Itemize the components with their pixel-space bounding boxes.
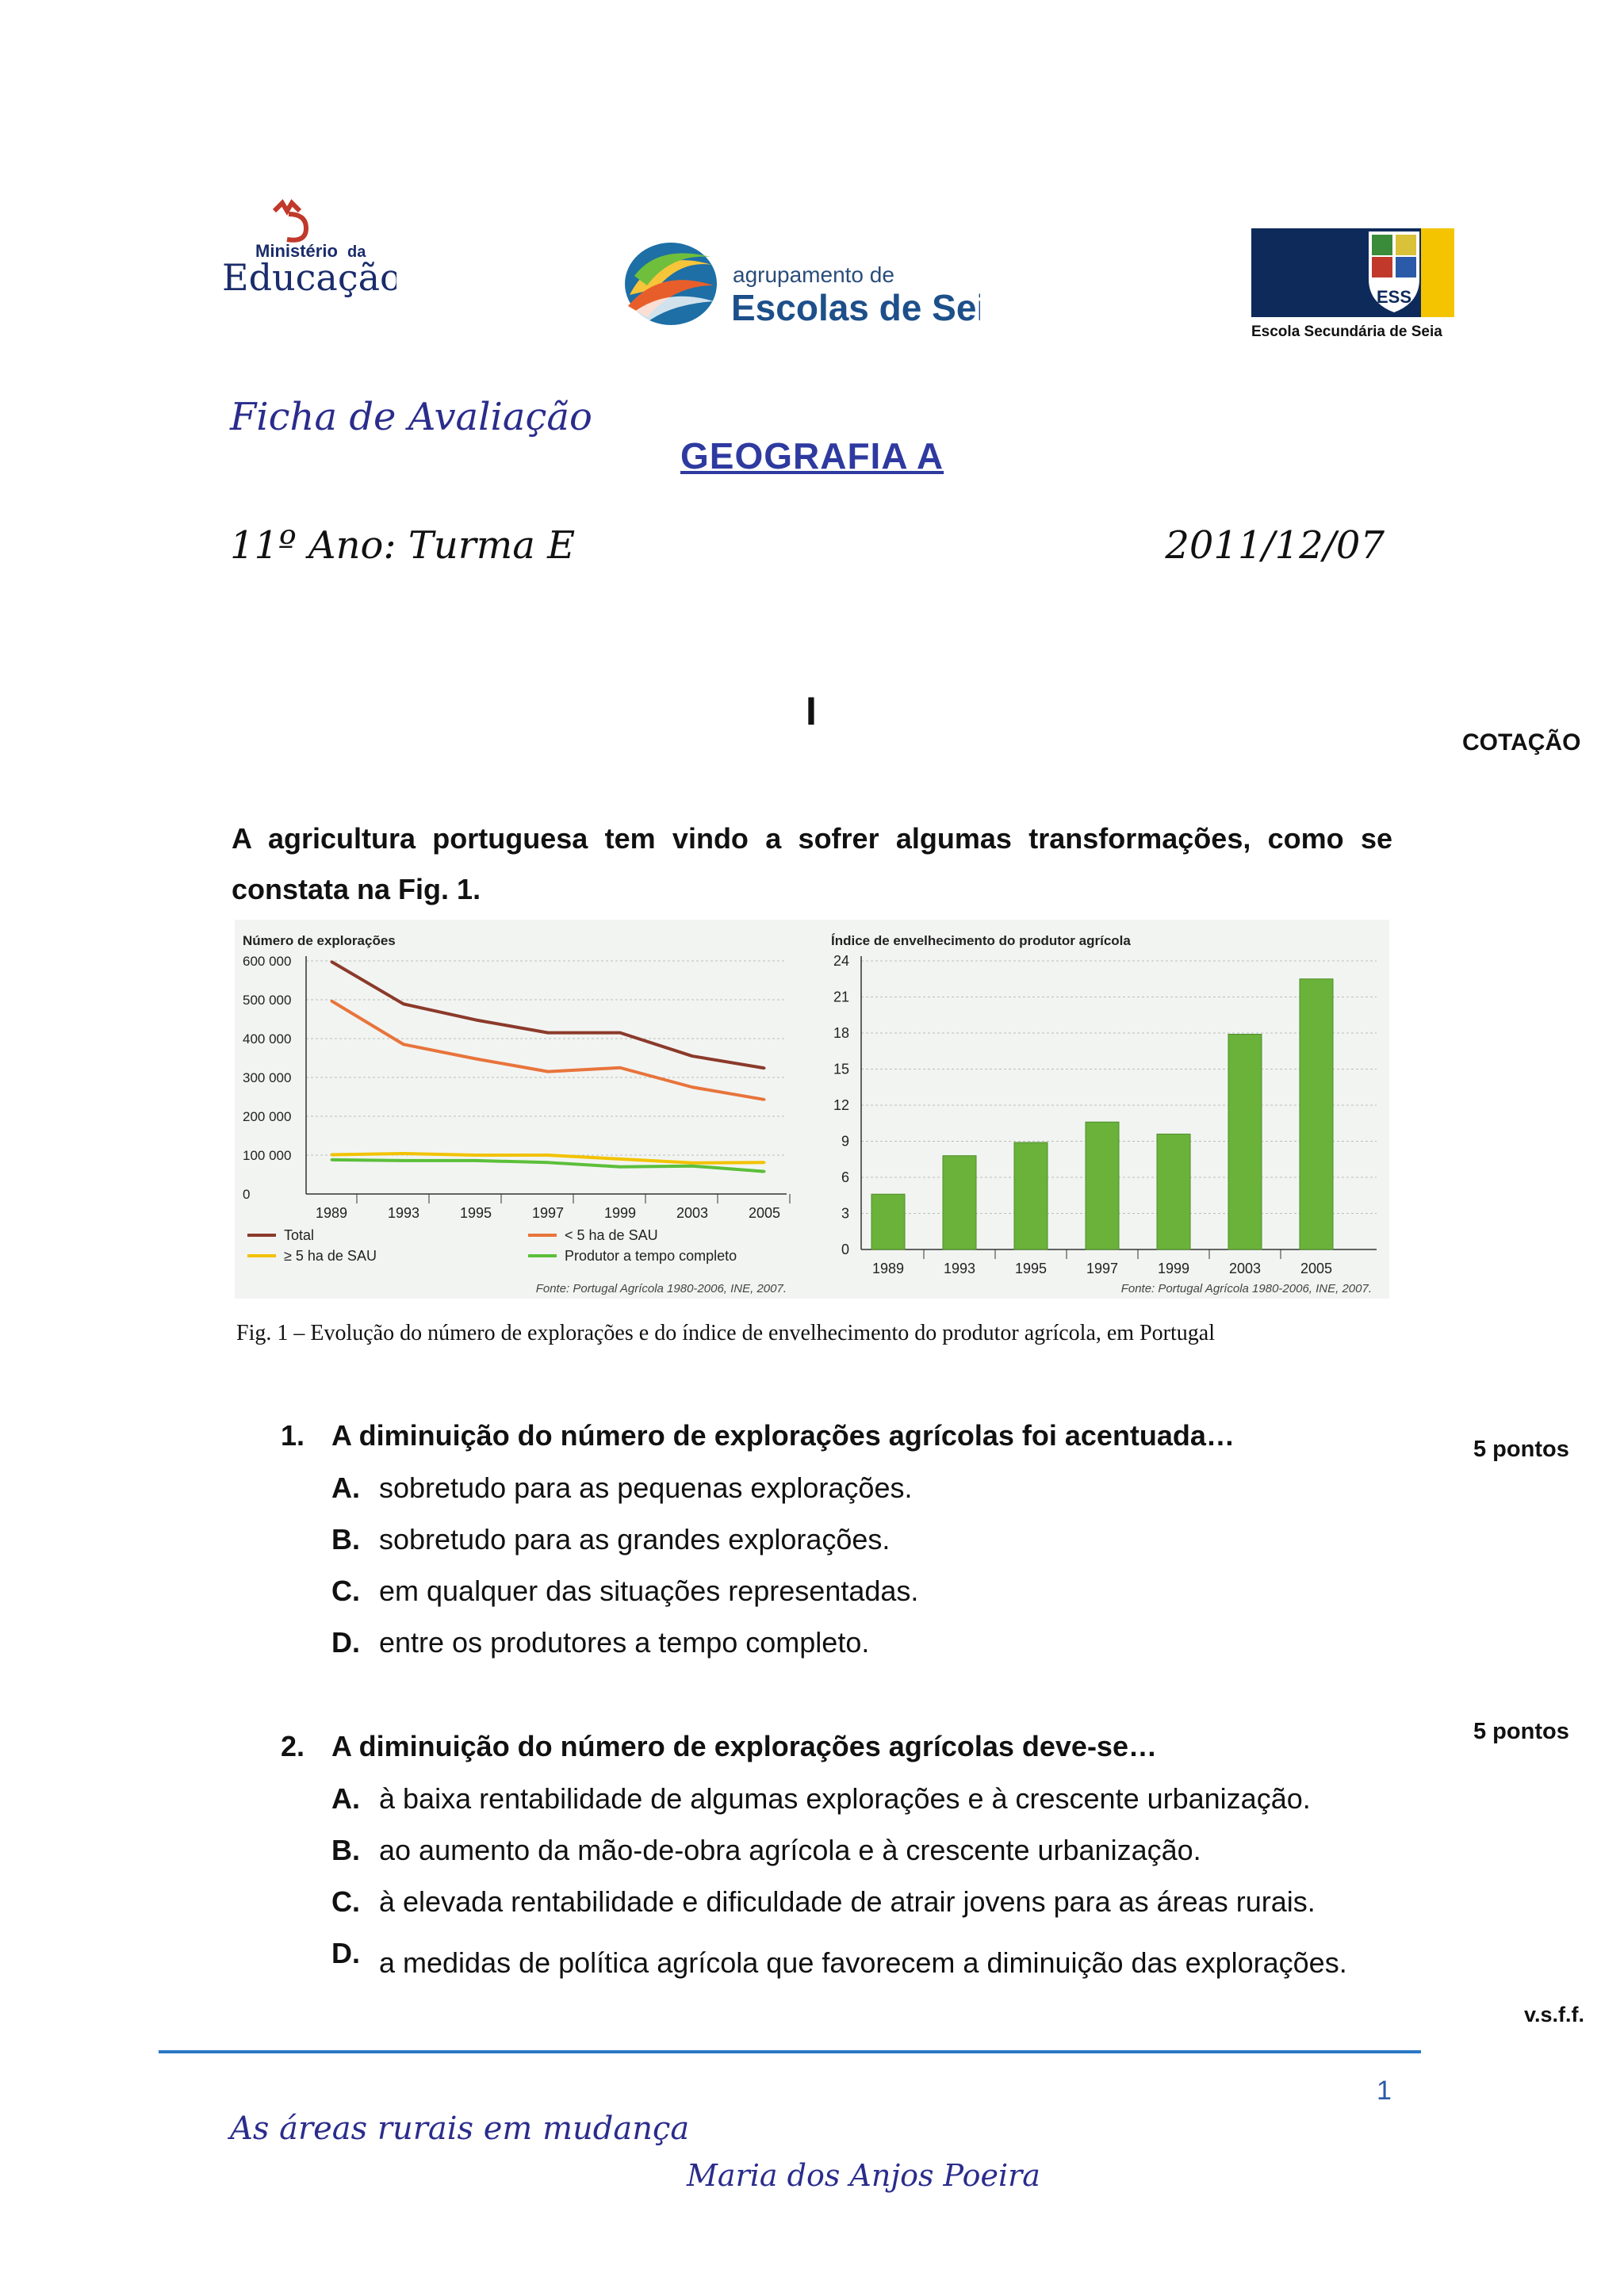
bar-chart-y-tick: 0	[841, 1242, 849, 1257]
bar-chart-y-tick: 9	[841, 1133, 849, 1150]
line-chart-x-tick: 1997	[531, 1205, 565, 1221]
bar-chart-y-tick: 18	[833, 1025, 849, 1041]
question-2-option-c-letter: C.	[331, 1885, 360, 1918]
question-1-option-b[interactable]: sobretudo para as grandes explorações.	[379, 1523, 891, 1556]
line-chart-point	[619, 1031, 622, 1034]
line-chart-point	[547, 1031, 550, 1034]
question-2-option-a[interactable]: à baixa rentabilidade de algumas explorações e à crescente urbanização.	[379, 1782, 1311, 1815]
line-chart-x-tick: 1993	[387, 1205, 420, 1221]
question-2-option-b-letter: B.	[331, 1834, 360, 1866]
bar-chart-y-tick: 21	[833, 989, 849, 1005]
exam-date: 2011/12/07	[1165, 523, 1385, 568]
ministry-logo-top: Ministério	[255, 241, 338, 261]
bar-chart-y-tick: 12	[833, 1097, 849, 1113]
line-chart-point	[547, 1154, 550, 1157]
line-chart-point	[764, 1098, 766, 1100]
line-chart-y-tick: 500 000	[243, 993, 292, 1008]
line-chart-point	[691, 1161, 694, 1164]
question-2-points: 5 pontos	[1473, 1719, 1569, 1744]
question-2-option-a-letter: A.	[331, 1782, 360, 1815]
line-chart-point	[475, 1058, 477, 1060]
line-chart	[243, 933, 790, 1295]
line-chart-point	[547, 1070, 550, 1073]
school-logo	[1251, 228, 1454, 341]
bar-chart-bar-2005	[1300, 979, 1333, 1249]
question-2-option-c[interactable]: à elevada rentabilidade e dificuldade de atrair jovens para as áreas rurais.	[379, 1885, 1316, 1918]
bar-chart-bar-2003	[1228, 1035, 1262, 1249]
line-chart-point	[619, 1158, 622, 1160]
question-2-option-d-letter: D.	[331, 1937, 360, 1969]
line-chart-legend-label: ≥ 5 ha de SAU	[284, 1248, 377, 1264]
line-chart-point	[547, 1161, 550, 1164]
line-chart-point	[764, 1170, 766, 1173]
question-1-points: 5 pontos	[1473, 1437, 1569, 1462]
question-2-option-d[interactable]: a medidas de política agrícola que favorecem a diminuição das explorações.	[379, 1946, 1347, 1979]
bar-chart-bar-1989	[871, 1194, 905, 1249]
footer-rule	[159, 2050, 1421, 2053]
question-1-option-d-letter: D.	[331, 1626, 360, 1659]
bar-chart-x-tick: 1997	[1086, 1261, 1119, 1276]
school-group-logo-line2: Escolas de Seia	[731, 287, 980, 328]
line-chart-point	[691, 1086, 694, 1089]
question-1-option-b-letter: B.	[331, 1523, 360, 1556]
line-chart-point	[331, 960, 333, 962]
line-chart-point	[403, 1043, 405, 1046]
line-chart-y-tick: 0	[243, 1187, 251, 1202]
bar-chart-x-tick: 2005	[1300, 1261, 1333, 1276]
bar-chart-x-tick: 1995	[1014, 1261, 1048, 1276]
bar-chart-x-tick: 1999	[1157, 1261, 1190, 1276]
footer-author: Maria dos Anjos Poeira	[687, 2158, 1040, 2193]
bar-chart-bar-1993	[943, 1156, 976, 1249]
line-chart-source: Fonte: Portugal Agrícola 1980-2006, INE, 2007.	[535, 1282, 787, 1295]
question-1-text: A diminuição do número de explorações agrícolas foi acentuada…	[331, 1419, 1235, 1452]
school-group-logo-line1: agrupamento de	[733, 262, 894, 287]
line-chart-point	[403, 1153, 405, 1155]
question-1-option-d[interactable]: entre os produtores a tempo completo.	[379, 1626, 870, 1659]
line-chart-legend-label: Produtor a tempo completo	[565, 1248, 737, 1264]
line-chart-point	[764, 1067, 766, 1070]
line-chart-y-tick: 200 000	[243, 1109, 292, 1124]
school-logo-name: Escola Secundária de Seia	[1251, 323, 1442, 340]
intro-text: A agricultura portuguesa tem vindo a sofrer algumas transformações, como se constata na Fig. 1.	[232, 822, 1392, 905]
question-1-option-c[interactable]: em qualquer das situações representadas.	[379, 1575, 919, 1607]
question-1-option-a[interactable]: sobretudo para as pequenas explorações.	[379, 1471, 913, 1504]
line-chart-point	[619, 1066, 622, 1069]
bar-chart-bar-1997	[1086, 1122, 1119, 1249]
bar-chart-source: Fonte: Portugal Agrícola 1980-2006, INE, 2007.	[1120, 1282, 1372, 1295]
bar-chart-y-tick: 3	[841, 1205, 849, 1222]
line-chart-point	[475, 1159, 477, 1161]
class-line: 11º Ano: Turma E	[230, 523, 576, 568]
line-chart-point	[691, 1165, 694, 1167]
bar-chart-x-tick: 1993	[943, 1261, 976, 1276]
bar-chart-x-tick: 1989	[871, 1261, 905, 1276]
ministry-logo	[220, 197, 396, 300]
line-chart-point	[691, 1055, 694, 1058]
turn-page-note: v.s.f.f.	[1524, 2003, 1585, 2026]
figure-svg	[235, 920, 1389, 1299]
line-chart-x-tick: 1989	[315, 1205, 348, 1221]
line-chart-legend-label: < 5 ha de SAU	[565, 1227, 658, 1243]
section-number: I	[806, 689, 817, 733]
line-chart-series-1	[331, 962, 764, 1068]
question-1-number: 1.	[281, 1419, 305, 1452]
figure-caption: Fig. 1 – Evolução do número de explorações e do índice de envelhecimento do produtor agrícola, em Portugal	[236, 1321, 1215, 1345]
figure-1	[235, 920, 1389, 1299]
line-chart-point	[475, 1154, 477, 1157]
line-chart-point	[403, 1003, 405, 1005]
question-2-text: A diminuição do número de explorações agrícolas deve-se…	[331, 1730, 1157, 1762]
line-chart-series-2	[331, 1001, 764, 1099]
line-chart-y-tick: 600 000	[243, 954, 292, 969]
ministry-logo-mid: da	[347, 243, 366, 261]
school-logo-badge: ESS	[1376, 287, 1412, 307]
line-chart-point	[764, 1161, 766, 1164]
school-group-logo	[623, 232, 980, 335]
ministry-logo-main: Educação	[222, 256, 396, 299]
line-chart-y-tick: 100 000	[243, 1148, 292, 1163]
bar-chart	[831, 933, 1377, 1295]
line-chart-point	[331, 1000, 333, 1002]
line-chart-point	[331, 1158, 333, 1161]
line-chart-y-tick: 400 000	[243, 1031, 292, 1047]
line-chart-x-tick: 2003	[676, 1205, 709, 1221]
bar-chart-bar-1995	[1014, 1142, 1048, 1249]
footer-theme: As áreas rurais em mudança	[230, 2110, 690, 2147]
page-number: 1	[1377, 2076, 1392, 2106]
line-chart-point	[475, 1019, 477, 1021]
bar-chart-y-tick: 6	[841, 1169, 849, 1185]
bar-chart-y-tick: 15	[833, 1061, 849, 1077]
question-1-option-a-letter: A.	[331, 1471, 360, 1504]
bar-chart-y-tick: 24	[833, 953, 849, 969]
bar-chart-ylabel: Índice de envelhecimento do produtor agrícola	[831, 933, 1131, 948]
bar-chart-x-tick: 2003	[1228, 1261, 1262, 1276]
line-chart-point	[619, 1165, 622, 1168]
question-2-option-b[interactable]: ao aumento da mão-de-obra agrícola e à crescente urbanização.	[379, 1834, 1201, 1866]
sheet-title: Ficha de Avaliação	[230, 395, 592, 439]
question-2-number: 2.	[281, 1730, 305, 1762]
subject-title: GEOGRAFIA A	[680, 435, 944, 476]
line-chart-y-tick: 300 000	[243, 1070, 292, 1085]
bar-chart-bar-1999	[1157, 1134, 1190, 1249]
line-chart-x-tick: 2005	[748, 1205, 781, 1221]
cotacao-header: COTAÇÃO	[1462, 729, 1581, 756]
line-chart-ylabel: Número de explorações	[243, 933, 396, 948]
line-chart-point	[331, 1154, 333, 1156]
line-chart-legend-label: Total	[284, 1227, 315, 1243]
question-1-option-c-letter: C.	[331, 1575, 360, 1607]
line-chart-x-tick: 1995	[459, 1205, 492, 1221]
line-chart-x-tick: 1999	[603, 1205, 637, 1221]
line-chart-point	[403, 1159, 405, 1161]
